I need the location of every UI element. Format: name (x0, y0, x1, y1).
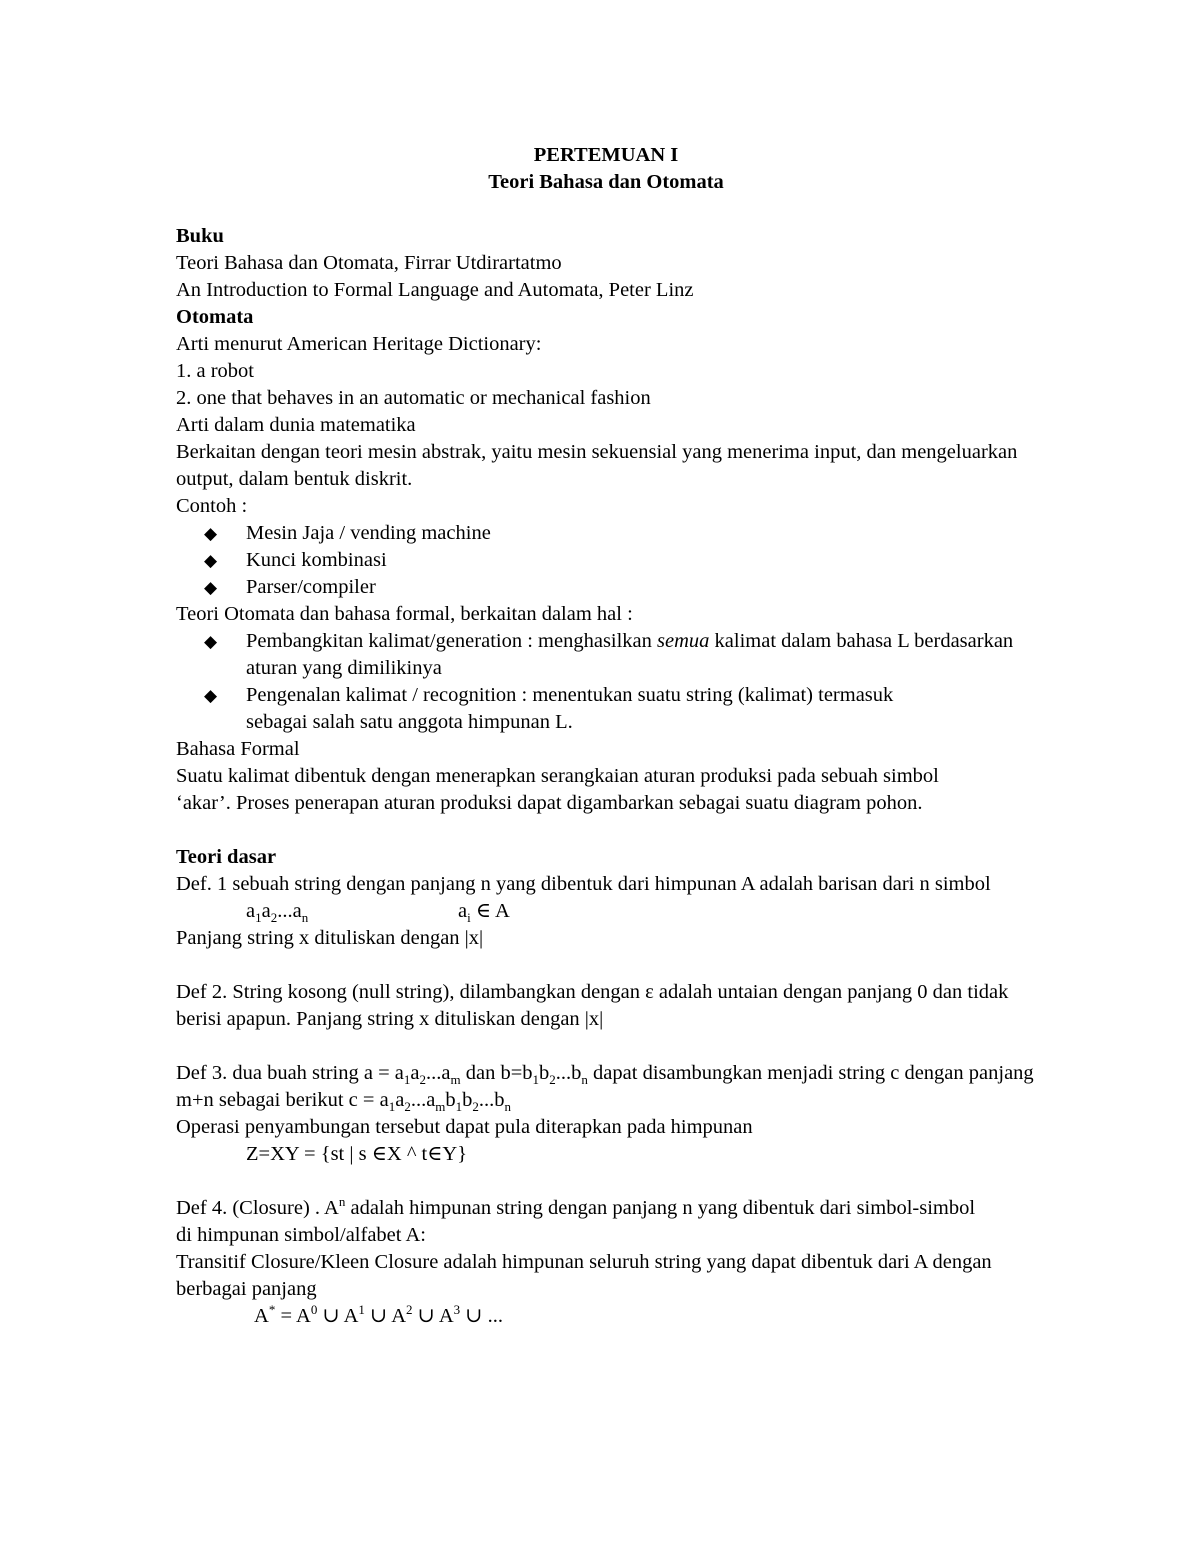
buku-line: An Introduction to Formal Language and Automata, Peter Linz (176, 279, 694, 301)
def1-after: Panjang string x dituliskan dengan |x| (176, 927, 484, 949)
diamond-bullet-icon: ◆ (204, 578, 218, 597)
buku-line: Teori Bahasa dan Otomata, Firrar Utdirartatmo (176, 252, 562, 274)
list-item: ◆ Parser/compiler (176, 574, 1036, 601)
otomata-heading: Otomata (176, 306, 254, 328)
diamond-bullet-icon: ◆ (204, 686, 218, 705)
string-formula: $a_1a_2...a_n$ (246, 900, 309, 926)
diamond-bullet-icon: ◆ (204, 551, 218, 570)
bahasa-formal-label: Bahasa Formal (176, 738, 300, 760)
teori-dasar-heading: Teori dasar (176, 846, 277, 868)
otomata-line: 1. a robot (176, 360, 254, 382)
list-item: ◆ Pengenalan kalimat / recognition : menentukan suatu string (kalimat) termasuk sebagai salah satu anggota himpunan L. (204, 684, 894, 733)
def1-formula (176, 898, 1036, 925)
otomata-line: Arti dalam dunia matematika (176, 414, 416, 436)
def2-text: Def 2. String kosong (null string), dilambangkan dengan ε adalah untaian dengan panjang 0 dan tidak berisi apapun. Panjang string x dituliskan dengan |x| (176, 981, 1009, 1030)
otomata-paragraph: Berkaitan dengan teori mesin abstrak, yaitu mesin sekuensial yang menerima input, dan mengeluarkan output, dalam bentuk diskrit. (176, 441, 1018, 490)
list-item: ◆ Pembangkitan kalimat/generation : menghasilkan semua kalimat dalam bahasa L berdasarkan aturan yang dimilikinya (204, 630, 1014, 679)
contoh-label: Contoh : (176, 495, 248, 517)
kleene-text: Transitif Closure/Kleen Closure adalah himpunan seluruh string yang dapat dibentuk dari A dengan berbagai panjang (176, 1251, 992, 1300)
buku-heading: Buku (176, 225, 224, 247)
def3-after: Operasi penyambungan tersebut dapat pula diterapkan pada himpunan (176, 1116, 753, 1138)
relation-list (176, 628, 1016, 736)
list-item: ◆ Mesin Jaja / vending machine (176, 520, 1036, 547)
def1-text: Def. 1 sebuah string dengan panjang n yang dibentuk dari himpunan A adalah barisan dari n simbol (176, 873, 991, 895)
page-subtitle: Teori Bahasa dan Otomata (488, 171, 724, 193)
kleene-formula: $A^* = A^0$ ∪ $A^1$ ∪ $A^2$ ∪ $A^3$ ∪ ... (254, 1302, 503, 1327)
list-item: ◆ Kunci kombinasi (176, 547, 1036, 574)
def3-formula: Z=XY = {st | s ∈X ^ t∈Y} (246, 1143, 468, 1165)
def3-text: Def 3. dua buah string $a = a_1a_2...a_m$ dan $b=b_1b_2...b_n$ dapat disambungkan menjadi string c dengan panjang m+n sebagai berikut $c = a_1a_2...a_mb_1b_2...b_n$ (176, 1062, 1034, 1115)
otomata-line: Arti menurut American Heritage Dictionary: (176, 333, 542, 355)
membership-formula: $a_i$ ∈ A (458, 900, 510, 926)
otomata-line: 2. one that behaves in an automatic or mechanical fashion (176, 387, 651, 409)
bahasa-formal-paragraph: Suatu kalimat dibentuk dengan menerapkan serangkaian aturan produksi pada sebuah simbol ‘akar’. Proses penerapan aturan produksi dapat digambarkan sebagai suatu diagram pohon. (176, 765, 939, 814)
page-title: PERTEMUAN I (533, 144, 679, 166)
contoh-list (176, 520, 1036, 601)
document-content (176, 142, 1036, 1330)
diamond-bullet-icon: ◆ (204, 524, 218, 543)
emphasis-text: semua (657, 630, 710, 652)
diamond-bullet-icon: ◆ (204, 632, 218, 651)
relation-intro: Teori Otomata dan bahasa formal, berkaitan dalam hal : (176, 603, 633, 625)
def4-text: Def 4. (Closure) . $A^n$ adalah himpunan string dengan panjang n yang dibentuk dari simbol-simbol di himpunan simbol/alfabet A: (176, 1194, 976, 1246)
